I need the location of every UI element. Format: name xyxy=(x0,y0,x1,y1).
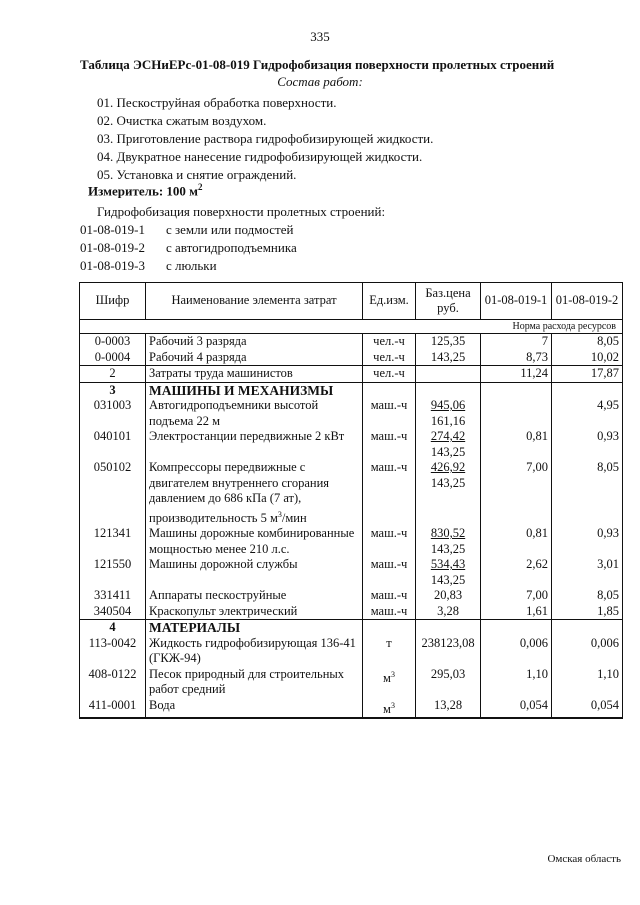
cell-variant-1 xyxy=(481,620,552,636)
header-variant-1: 01-08-019-1 xyxy=(481,283,552,320)
variant-text: с люльки xyxy=(166,258,217,273)
cell-variant-2 xyxy=(552,382,623,398)
cell-name: Электростанции передвижные 2 кВт xyxy=(146,429,363,460)
table-row xyxy=(80,526,623,557)
cell-variant-1: 0,81 xyxy=(481,429,552,460)
cell-variant-1: 0,006 xyxy=(481,636,552,667)
norm-caption: Норма расхода ресурсов xyxy=(80,320,623,334)
footer-region: Омская область xyxy=(547,853,621,865)
cell-variant-2: 8,05 xyxy=(552,588,623,604)
cell-variant-1: 0,81 xyxy=(481,526,552,557)
cell-unit: т xyxy=(363,636,416,667)
cell-variant-1: 7 xyxy=(481,334,552,350)
cell-price: 945,06 161,16 xyxy=(416,398,481,429)
cell-price: 830,52 143,25 xyxy=(416,526,481,557)
cell-price: 13,28 xyxy=(416,698,481,719)
cell-price: 125,35 xyxy=(416,334,481,350)
cell-price xyxy=(416,382,481,398)
cell-variant-2 xyxy=(552,620,623,636)
cell-name: Компрессоры передвижные с двигателем внутреннего сгорания давлением до 686 кПа (7 ат), производительность 5 $м^3$/мин xyxy=(146,460,363,526)
cell-variant-1: 8,73 xyxy=(481,350,552,366)
header-code: Шифр xyxy=(80,283,146,320)
table-row xyxy=(80,588,623,604)
cell-variant-2: 0,006 xyxy=(552,636,623,667)
cell-variant-2: 17,87 xyxy=(552,366,623,383)
cell-code: 408-0122 xyxy=(80,667,146,698)
table-row xyxy=(80,382,623,398)
resources-table xyxy=(79,282,623,719)
header-name: Наименование элемента затрат xyxy=(146,283,363,320)
table-row xyxy=(80,398,623,429)
table-row xyxy=(80,698,623,719)
cell-name: Рабочий 4 разряда xyxy=(146,350,363,366)
variant-text: с земли или подмостей xyxy=(166,222,294,237)
cell-price: 143,25 xyxy=(416,350,481,366)
cell-unit: $м^3$ xyxy=(363,698,416,719)
cell-variant-2: 1,85 xyxy=(552,604,623,620)
intro-text: Гидрофобизация поверхности пролетных строений: xyxy=(97,204,386,219)
cell-name: Рабочий 3 разряда xyxy=(146,334,363,350)
cell-code: 031003 xyxy=(80,398,146,429)
cell-name: Песок природный для строительных работ средний xyxy=(146,667,363,698)
measure-unit: Измеритель: 100 $м^2$ xyxy=(88,182,203,199)
cell-code: 0-0004 xyxy=(80,350,146,366)
variant-code: 01-08-019-1 xyxy=(80,222,145,237)
cell-price xyxy=(416,366,481,383)
cell-variant-1: 11,24 xyxy=(481,366,552,383)
table-row xyxy=(80,429,623,460)
cell-name: МАШИНЫ И МЕХАНИЗМЫ xyxy=(146,382,363,398)
cell-code: 331411 xyxy=(80,588,146,604)
works-subtitle: Состав работ: xyxy=(277,74,363,89)
cell-variant-2: 8,05 xyxy=(552,460,623,526)
table-title: Таблица ЭСНиЕРс-01-08-019 Гидрофобизация поверхности пролетных строений xyxy=(80,57,555,72)
cell-unit: маш.-ч xyxy=(363,429,416,460)
cell-code: 113-0042 xyxy=(80,636,146,667)
variant-code: 01-08-019-3 xyxy=(80,258,145,273)
cell-code: 040101 xyxy=(80,429,146,460)
page-number: 335 xyxy=(310,29,330,44)
cell-variant-2: 8,05 xyxy=(552,334,623,350)
table-row xyxy=(80,636,623,667)
cell-price: 534,43 143,25 xyxy=(416,557,481,588)
cell-name: Автогидроподъемники высотой подъема 22 м xyxy=(146,398,363,429)
work-item: 02. Очистка сжатым воздухом. xyxy=(97,113,267,128)
cell-variant-1 xyxy=(481,382,552,398)
cell-unit: чел.-ч xyxy=(363,350,416,366)
cell-price: 3,28 xyxy=(416,604,481,620)
cell-unit: маш.-ч xyxy=(363,460,416,526)
cell-unit: чел.-ч xyxy=(363,366,416,383)
cell-variant-2: 0,93 xyxy=(552,429,623,460)
cell-unit xyxy=(363,620,416,636)
cell-variant-2: 1,10 xyxy=(552,667,623,698)
cell-unit: чел.-ч xyxy=(363,334,416,350)
work-item: 01. Пескоструйная обработка поверхности. xyxy=(97,95,337,110)
cell-variant-1: 0,054 xyxy=(481,698,552,719)
cell-name: МАТЕРИАЛЫ xyxy=(146,620,363,636)
cell-price xyxy=(416,620,481,636)
cell-unit: маш.-ч xyxy=(363,588,416,604)
cell-unit: маш.-ч xyxy=(363,398,416,429)
cell-name: Машины дорожной службы xyxy=(146,557,363,588)
cell-name: Аппараты пескоструйные xyxy=(146,588,363,604)
table-row xyxy=(80,620,623,636)
cell-unit xyxy=(363,382,416,398)
cell-variant-2: 0,054 xyxy=(552,698,623,719)
cell-code: 3 xyxy=(80,382,146,398)
cell-name: Вода xyxy=(146,698,363,719)
cell-code: 411-0001 xyxy=(80,698,146,719)
cell-code: 0-0003 xyxy=(80,334,146,350)
cell-variant-1: 7,00 xyxy=(481,588,552,604)
table-header-row xyxy=(80,283,623,320)
header-unit: Ед.изм. xyxy=(363,283,416,320)
table-row xyxy=(80,460,623,526)
cell-variant-2: 4,95 xyxy=(552,398,623,429)
table-row xyxy=(80,350,623,366)
cell-code: 4 xyxy=(80,620,146,636)
cell-variant-1: 1,61 xyxy=(481,604,552,620)
cell-variant-2: 3,01 xyxy=(552,557,623,588)
cell-code: 121341 xyxy=(80,526,146,557)
work-item: 04. Двукратное нанесение гидрофобизирующей жидкости. xyxy=(97,149,423,164)
header-variant-2: 01-08-019-2 xyxy=(552,283,623,320)
table-row xyxy=(80,604,623,620)
cell-code: 050102 xyxy=(80,460,146,526)
cell-name: Жидкость гидрофобизирующая 136-41 (ГКЖ-94) xyxy=(146,636,363,667)
cell-variant-1 xyxy=(481,398,552,429)
cell-name: Краскопульт электрический xyxy=(146,604,363,620)
cell-name: Машины дорожные комбинированные мощностью менее 210 л.с. xyxy=(146,526,363,557)
cell-price: 274,42 143,25 xyxy=(416,429,481,460)
norm-caption-row xyxy=(80,320,623,334)
work-item: 03. Приготовление раствора гидрофобизирующей жидкости. xyxy=(97,131,434,146)
cell-name: Затраты труда машинистов xyxy=(146,366,363,383)
cell-unit: $м^3$ xyxy=(363,667,416,698)
variant-text: с автогидроподъемника xyxy=(166,240,297,255)
cell-price: 426,92 143,25 xyxy=(416,460,481,526)
cell-price: 20,83 xyxy=(416,588,481,604)
cell-unit: маш.-ч xyxy=(363,526,416,557)
cell-variant-1: 1,10 xyxy=(481,667,552,698)
table-row xyxy=(80,667,623,698)
table-row xyxy=(80,366,623,383)
cell-unit: маш.-ч xyxy=(363,557,416,588)
cell-price: 238123,08 xyxy=(416,636,481,667)
variant-code: 01-08-019-2 xyxy=(80,240,145,255)
cell-code: 121550 xyxy=(80,557,146,588)
cell-variant-2: 0,93 xyxy=(552,526,623,557)
table-row xyxy=(80,334,623,350)
work-item: 05. Установка и снятие ограждений. xyxy=(97,167,297,182)
cell-variant-2: 10,02 xyxy=(552,350,623,366)
header-price: Баз.цена руб. xyxy=(416,283,481,320)
table-row xyxy=(80,557,623,588)
cell-unit: маш.-ч xyxy=(363,604,416,620)
cell-variant-1: 2,62 xyxy=(481,557,552,588)
cell-code: 340504 xyxy=(80,604,146,620)
cell-price: 295,03 xyxy=(416,667,481,698)
cell-variant-1: 7,00 xyxy=(481,460,552,526)
cell-code: 2 xyxy=(80,366,146,383)
